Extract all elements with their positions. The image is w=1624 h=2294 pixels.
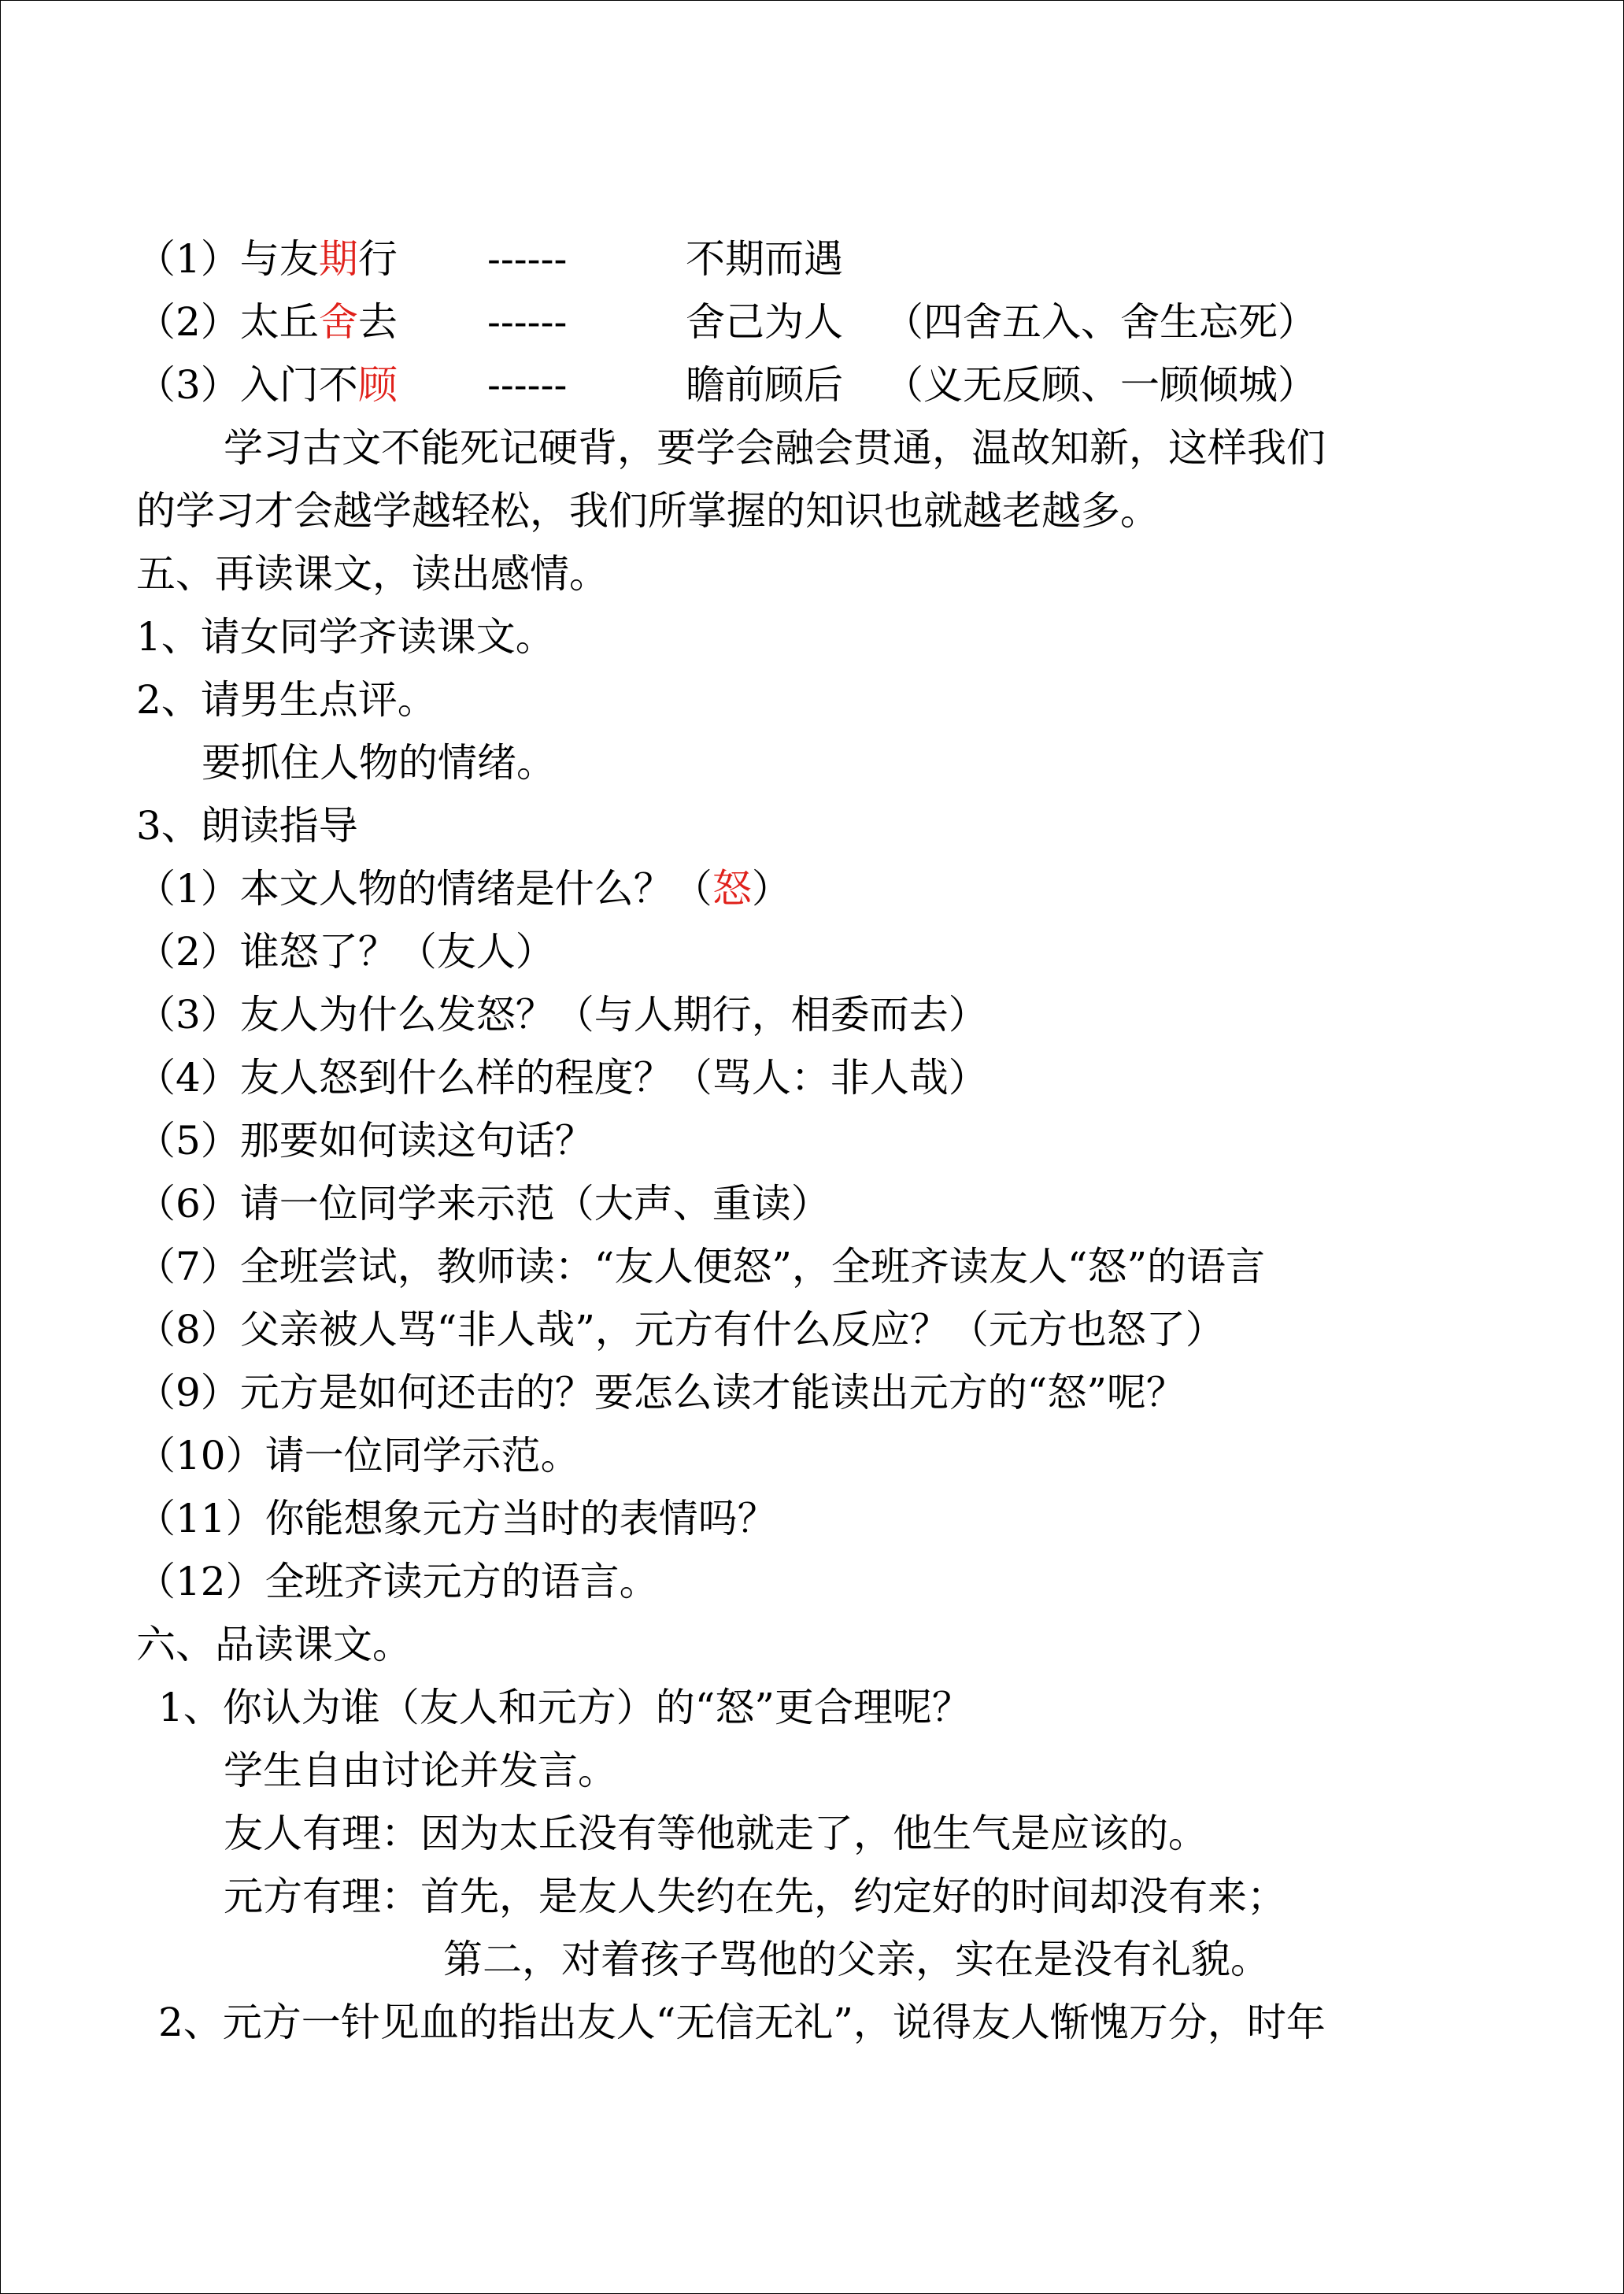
discussion-line: 学生自由讨论并发言。 (224, 1748, 617, 1793)
question-line: （12）全班齐读元方的语言。 (136, 1559, 659, 1604)
note-line: 要抓住人物的情绪。 (202, 740, 556, 786)
vocab-phrase: （3）入门不 (136, 362, 358, 408)
vocab-highlight: 舍 (318, 299, 358, 345)
vocab-highlight: 顾 (357, 362, 398, 408)
question-text: （1）本文人物的情绪是什么？（ (136, 866, 712, 912)
vocab-dash: ------ (487, 362, 568, 408)
question-text-end: ） (751, 866, 791, 912)
discussion-line: 元方有理：首先，是友人失约在先，约定好的时间却没有来； (224, 1874, 1286, 1919)
question-line: （10）请一位同学示范。 (136, 1433, 580, 1478)
question-line: （9）元方是如何还击的？要怎么读才能读出元方的“怒”呢？ (136, 1370, 1186, 1415)
list-item: 2、元方一针见血的指出友人“无信无礼”，说得友人惭愧万分，时年 (158, 2000, 1326, 2045)
vocab-phrase-end: 去 (357, 299, 398, 345)
question-line: （5）那要如何读这句话？ (136, 1118, 594, 1164)
question-line: （6）请一位同学来示范（大声、重读） (136, 1181, 830, 1227)
question-line: （11）你能想象元方当时的表情吗？ (136, 1496, 777, 1541)
vocab-row-1 (136, 228, 398, 290)
discussion-line: 友人有理：因为太丘没有等他就走了，他生气是应该的。 (224, 1811, 1208, 1856)
vocab-phrase-end: 行 (357, 236, 398, 282)
paragraph-line: 学习古文不能死记硬背，要学会融会贯通，温故知新，这样我们 (224, 425, 1326, 471)
list-item: 2、请男生点评。 (136, 677, 437, 723)
section-heading: 五、再读课文，读出感情。 (136, 551, 609, 597)
question-line: （4）友人怒到什么样的程度？（骂人：非人哉） (136, 1055, 988, 1101)
question-line: （2）谁怒了？（友人） (136, 929, 555, 975)
question-line: （3）友人为什么发怒？（与人期行，相委而去） (136, 992, 988, 1038)
vocab-row-3 (136, 353, 398, 416)
question-line: （7）全班尝试，教师读：“友人便怒”，全班齐读友人“怒”的语言 (136, 1244, 1266, 1289)
question-line: （8）父亲被人骂“非人哉”，元方有什么反应？（元方也怒了） (136, 1307, 1225, 1352)
vocab-dash: ------ (487, 299, 568, 345)
vocab-word: 舍己为人 (686, 299, 843, 345)
question-line (136, 857, 791, 920)
vocab-extra: （义无反顾、一顾倾城） (884, 362, 1317, 408)
vocab-highlight: 期 (318, 236, 358, 282)
vocab-word: 瞻前顾后 (686, 362, 843, 408)
section-heading: 六、品读课文。 (136, 1622, 412, 1667)
list-item: 1、你认为谁（友人和元方）的“怒”更合理呢？ (158, 1685, 971, 1730)
list-item: 3、朗读指导 (136, 803, 358, 849)
answer-highlight: 怒 (712, 866, 752, 912)
vocab-word: 不期而遇 (686, 236, 843, 282)
list-item: 1、请女同学齐读课文。 (136, 614, 555, 660)
vocab-phrase: （1）与友 (136, 236, 319, 282)
paragraph-line: 的学习才会越学越轻松，我们所掌握的知识也就越老越多。 (136, 488, 1160, 534)
vocab-phrase: （2）太丘 (136, 299, 319, 345)
vocab-extra: （四舍五入、舍生忘死） (884, 299, 1317, 345)
discussion-line: 第二，对着孩子骂他的父亲，实在是没有礼貌。 (443, 1937, 1270, 1982)
vocab-dash: ------ (487, 236, 568, 282)
vocab-row-2 (136, 290, 398, 353)
